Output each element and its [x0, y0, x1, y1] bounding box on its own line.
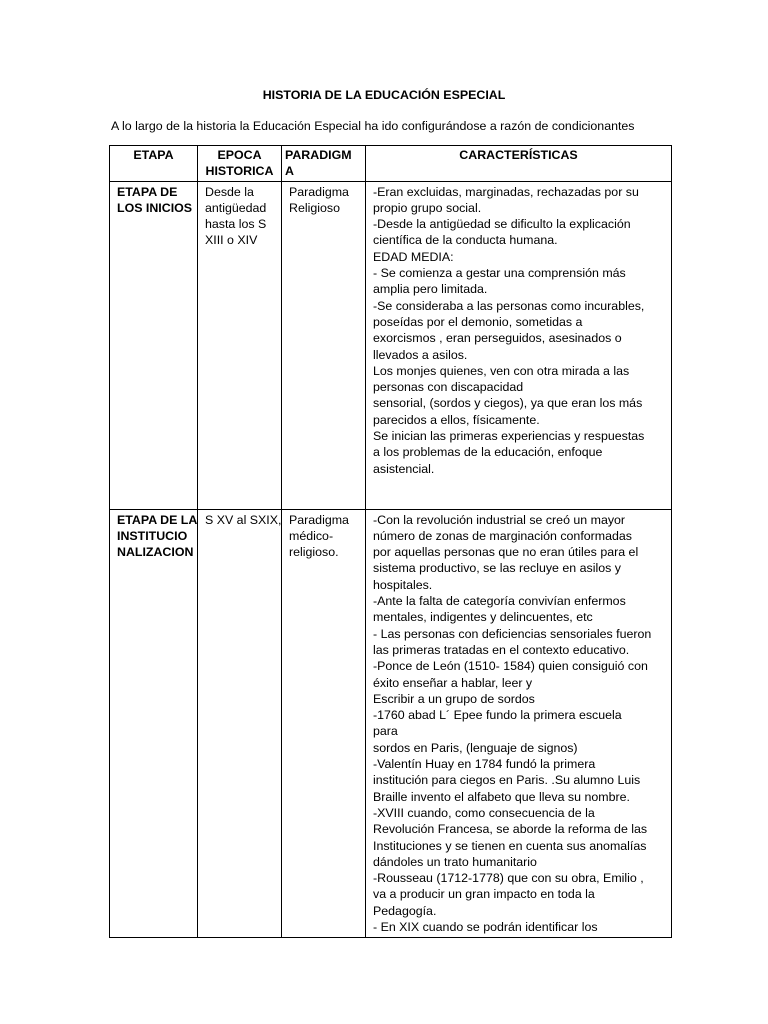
text-line: religioso.	[289, 545, 339, 560]
text-line: por aquellas personas que no eran útiles para el	[373, 545, 639, 560]
cell-caracteristicas	[366, 509, 672, 938]
header-etapa: ETAPA	[110, 146, 198, 182]
cell-paradigma	[282, 181, 366, 509]
text-line: poseídas por el demonio, sometidas a	[373, 314, 583, 329]
table-header-row	[110, 146, 672, 182]
text-line: - Las personas con deficiencias sensoriales fueron	[373, 626, 652, 641]
text-line: Religioso	[289, 200, 340, 215]
text-line: Paradigma	[289, 184, 349, 199]
text-line: Braille invento el alfabeto que lleva su nombre.	[373, 789, 630, 804]
text-line: a los problemas de la educación, enfoque	[373, 445, 603, 460]
text-line: - En XIX cuando se podrán identificar los	[373, 920, 598, 935]
header-caracteristicas: CARACTERÍSTICAS	[366, 146, 672, 182]
text-line: Desde la	[205, 184, 254, 199]
text-line: -Rousseau (1712-1778) que con su obra, Emilio ,	[373, 871, 644, 886]
header-paradigma: PARADIGM A	[282, 146, 366, 182]
cell-caracteristicas	[366, 181, 672, 509]
text-line: dándoles un trato humanitario	[373, 854, 537, 869]
text-line: científica de la conducta humana.	[373, 233, 558, 248]
text-line: -Ante la falta de categoría convivían enfermos	[373, 594, 626, 609]
cell-epoca	[198, 509, 282, 938]
text-line: Se inician las primeras experiencias y respuestas	[373, 429, 645, 444]
text-line: Pedagogía.	[373, 903, 437, 918]
text-line: EDAD MEDIA:	[373, 249, 454, 264]
text-line: propio grupo social.	[373, 200, 482, 215]
text-line: sistema productivo, se las recluye en asilos y	[373, 561, 621, 576]
text-line: número de zonas de marginación conformadas	[373, 528, 632, 543]
text-line: asistencial.	[373, 461, 435, 476]
text-line: sordos en Paris, (lenguaje de signos)	[373, 740, 578, 755]
text-line: amplia pero limitada.	[373, 282, 488, 297]
text-line: Revolución Francesa, se aborde la reforma de las	[373, 822, 648, 837]
text-line: Paradigma	[289, 512, 349, 527]
cell-epoca	[198, 181, 282, 509]
text-line: -Valentín Huay en 1784 fundó la primera	[373, 757, 596, 772]
text-line: -XVIII cuando, como consecuencia de la	[373, 805, 595, 820]
text-line: -Se consideraba a las personas como incurables,	[373, 298, 645, 313]
cell-etapa	[110, 509, 198, 938]
text-line: hasta los S	[205, 217, 267, 232]
text-line: Escribir a un grupo de sordos	[373, 691, 535, 706]
text-line: llevados a asilos.	[373, 347, 468, 362]
text-line: médico-	[289, 528, 334, 543]
text-line: -Ponce de León (1510- 1584) quien consiguió con	[373, 659, 648, 674]
document-title: HISTORIA DE LA EDUCACIÓN ESPECIAL	[262, 88, 506, 102]
text-line: - Se comienza a gestar una comprensión más	[373, 266, 626, 281]
cell-etapa	[110, 181, 198, 509]
text-line: institución para ciegos en Paris. .Su alumno Luis	[373, 773, 641, 788]
text-line: va a producir un gran impacto en toda la	[373, 887, 595, 902]
text-line: las primeras tratadas en el contexto educativo.	[373, 642, 630, 657]
text-line: personas con discapacidad	[373, 380, 524, 395]
text-line: ETAPA DE	[117, 184, 178, 199]
text-line: éxito enseñar a hablar, leer y	[373, 675, 533, 690]
text-line: -Eran excluidas, marginadas, rechazadas por su	[373, 184, 639, 199]
text-line: ETAPA DE LA	[117, 512, 198, 527]
text-line: -Con la revolución industrial se creó un mayor	[373, 512, 626, 527]
table-row	[110, 509, 672, 938]
text-line: exorcismos , eran perseguidos, asesinados o	[373, 331, 622, 346]
text-line: Los monjes quienes, ven con otra mirada a las	[373, 363, 630, 378]
text-line: hospitales.	[373, 577, 433, 592]
header-epoca-historica: EPOCA HISTORICA	[198, 146, 282, 182]
table-row	[110, 181, 672, 509]
history-table	[109, 145, 672, 938]
text-line: sensorial, (sordos y ciegos), ya que eran los más	[373, 396, 643, 411]
text-line: parecidos a ellos, físicamente.	[373, 412, 540, 427]
text-line: -Desde la antigüedad se dificulto la explicación	[373, 217, 631, 232]
text-line: NALIZACION	[117, 545, 194, 560]
text-line: XIII o XIV	[205, 233, 258, 248]
cell-paradigma	[282, 509, 366, 938]
intro-paragraph: A lo largo de la historia la Educación Especial ha ido configurándose a razón de condicionantes	[111, 119, 635, 133]
text-line: INSTITUCIO	[117, 528, 188, 543]
text-line: mentales, indigentes y delincuentes, etc	[373, 610, 593, 625]
text-line: -1760 abad L´ Epee fundo la primera escuela	[373, 708, 622, 723]
text-line: antigüedad	[205, 200, 267, 215]
text-line: LOS INICIOS	[117, 200, 193, 215]
text-line: S XV al SXIX,	[205, 512, 282, 527]
text-line: para	[373, 724, 398, 739]
text-line: Instituciones y se tienen en cuenta sus anomalías	[373, 838, 647, 853]
